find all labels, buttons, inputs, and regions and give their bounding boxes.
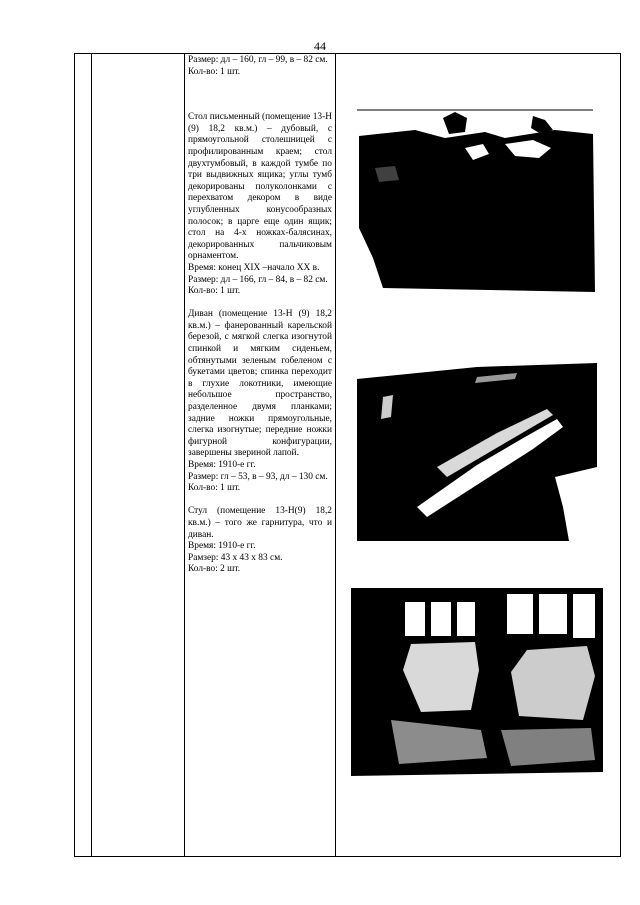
entry-line: Кол-во: 1 шт. xyxy=(188,66,241,77)
entry-line: Размер: гл – 53, в – 93, дл – 130 см. xyxy=(188,471,328,482)
entry-description: Диван (помещение 13-Н (9) 18,2 кв.м.) – фанерованный карельской березой, с мягкой слегка изогнутой спинкой и мягким сиденьем, обтянутыми зеленым гобеленом с букетами цветов; спинка переходит в глухие локотники, имеющие небольшое пространство, разделенное двумя планками; задние ножки прямоугольные, слегка изогнутые; передние ножки фигурной конфигурации, завершены звериной лапой. xyxy=(188,309,332,459)
entry-dimensions xyxy=(188,55,332,78)
column-divider xyxy=(184,54,185,856)
entry-chair xyxy=(188,506,332,576)
sofa-photo xyxy=(357,357,597,541)
column-divider xyxy=(91,54,92,856)
entry-line: Кол-во: 2 шт. xyxy=(188,564,241,575)
entry-description: Стул (помещение 13-Н(9) 18,2 кв.м.) – того же гарнитура, что и диван. xyxy=(188,506,332,540)
entry-line: Кол-во: 1 шт. xyxy=(188,483,241,494)
page-number: 44 xyxy=(314,39,326,53)
chair-photo xyxy=(351,580,603,783)
entry-line: Кол-во: 1 шт. xyxy=(188,286,241,297)
entry-description: Стол письменный (помещение 13-Н (9) 18,2 кв.м.) – дубовый, с прямоугольной столешницей с профилированным краем; стол двухтумбовый, в каждой тумбе по три выдвижных ящика; углы тумб декорированы полуколонками с перехватом декором в виде углубленных конусообразных полосок; в царге еще один ящик; стол на 4-х ножках-балясинах, декорированных пальчиковым орнаментом. xyxy=(188,112,332,262)
entry-line: Время: 1910-е гг. xyxy=(188,460,256,470)
entry-line: Время: конец XIX –начало XX в. Размер: дл – 166, гл – 84, в – 82 см. xyxy=(188,262,328,285)
desk-photo xyxy=(355,108,597,294)
entry-line: Время: 1910-е гг. xyxy=(188,541,256,552)
entry-sofa xyxy=(188,309,332,495)
description-column xyxy=(188,55,332,576)
entry-desk xyxy=(188,112,332,298)
column-divider xyxy=(335,54,336,856)
entry-line: Размер: дл – 160, гл – 99, в – 82 см. xyxy=(188,55,328,65)
entry-line: Рамзер: 43 х 43 х 83 см. xyxy=(188,552,283,563)
